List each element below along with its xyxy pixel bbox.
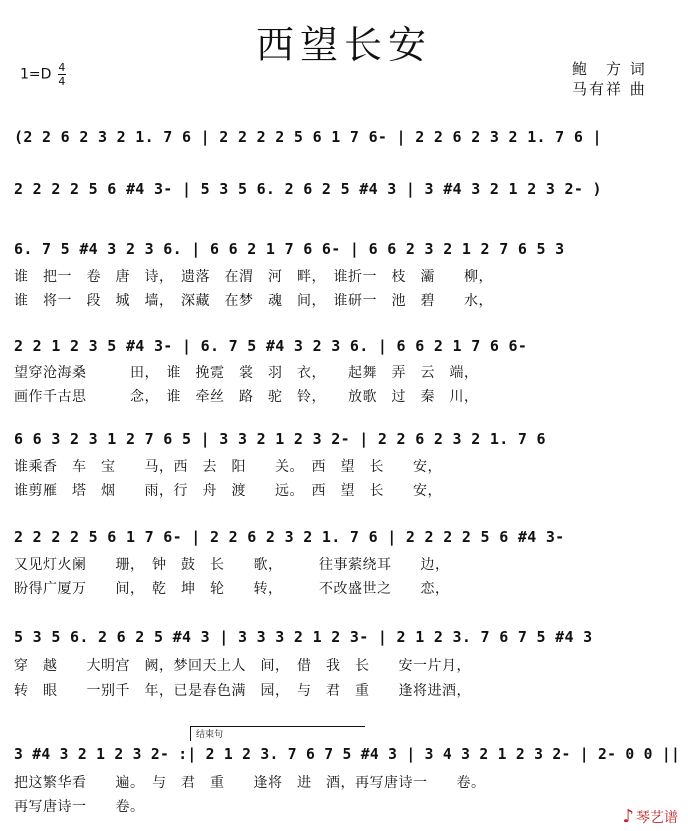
lyric-line-6a: 又见灯火阑 珊， 钟 鼓 长 歌， 往事萦绕耳 边，: [14, 557, 450, 573]
time-numerator: 4: [58, 61, 66, 74]
notation-line-8: 3 #4 3 2 1 2 3 2- :| 2 1 2 3. 7 6 7 5 #4 3 | 3 4 3 2 1 2 3 2- | 2- 0 0 ||: [14, 745, 681, 763]
time-signature: [58, 62, 66, 87]
key-label: 1=D: [20, 66, 52, 83]
lyric-line-5b: 谁剪雁 塔 烟 雨，行 舟 渡 远。 西 望 长 安，: [14, 483, 442, 499]
lyric-line-4a: 望穿沧海桑 田， 谁 挽霓 裳 羽 衣， 起舞 弄 云 端，: [14, 365, 479, 381]
lyric-line-5a: 谁乘香 车 宝 马，西 去 阳 关。 西 望 长 安，: [14, 459, 442, 475]
key-signature: [20, 62, 66, 87]
lyric-line-7a: 穿 越 大明宫 阙，梦回天上人 间， 借 我 长 安一片月，: [14, 658, 471, 674]
lyricist-credit: 鲍 方 词: [572, 60, 647, 78]
lyric-line-4b: 画作千古思 念， 谁 牵丝 路 驼 铃， 放歌 过 秦 川，: [14, 389, 479, 405]
watermark-text: 琴艺谱: [636, 810, 678, 826]
music-note-icon: ♪: [622, 806, 634, 827]
lyric-line-3a: 谁 把一 卷 唐 诗， 遗落 在渭 河 畔， 谁折一 枝 灞 柳，: [14, 269, 493, 285]
composer-credit: 马有祥 曲: [572, 80, 647, 98]
notation-line-7: 5 3 5 6. 2 6 2 5 #4 3 | 3 3 3 2 1 2 3- | 2 1 2 3. 7 6 7 5 #4 3: [14, 628, 593, 646]
lyric-line-6b: 盼得广厦万 间， 乾 坤 轮 转， 不改盛世之 恋，: [14, 581, 450, 597]
lyric-line-7b: 转 眼 一别千 年，已是春色满 园， 与 君 重 逢将进酒，: [14, 683, 471, 699]
watermark-logo: [623, 806, 679, 827]
lyric-line-3b: 谁 将一 段 城 墙， 深藏 在梦 魂 间， 谁研一 池 碧 水，: [14, 293, 493, 309]
notation-line-3: 6. 7 5 #4 3 2 3 6. | 6 6 2 1 7 6 6- | 6 6 2 3 2 1 2 7 6 5 3: [14, 240, 565, 258]
lyric-line-8a: 把这繁华看 遍。 与 君 重 逢将 进 酒，再写唐诗一 卷。: [14, 775, 486, 791]
lyric-line-8b: 再写唐诗一 卷。: [14, 799, 145, 815]
ending-label: 结束句: [196, 730, 224, 740]
notation-line-4: 2 2 1 2 3 5 #4 3- | 6. 7 5 #4 3 2 3 6. | 6 6 2 1 7 6 6-: [14, 337, 528, 355]
song-title: 西望长安: [255, 23, 432, 67]
notation-line-6: 2 2 2 2 5 6 1 7 6- | 2 2 6 2 3 2 1. 7 6 | 2 2 2 2 5 6 #4 3-: [14, 528, 565, 546]
notation-line-2: 2 2 2 2 5 6 #4 3- | 5 3 5 6. 2 6 2 5 #4 3 | 3 #4 3 2 1 2 3 2- ): [14, 180, 602, 198]
notation-line-5: 6 6 3 2 3 1 2 7 6 5 | 3 3 2 1 2 3 2- | 2 2 6 2 3 2 1. 7 6: [14, 430, 546, 448]
notation-line-1: (2 2 6 2 3 2 1. 7 6 | 2 2 2 2 5 6 1 7 6- | 2 2 6 2 3 2 1. 7 6 |: [14, 128, 602, 146]
time-denominator: 4: [58, 75, 66, 88]
